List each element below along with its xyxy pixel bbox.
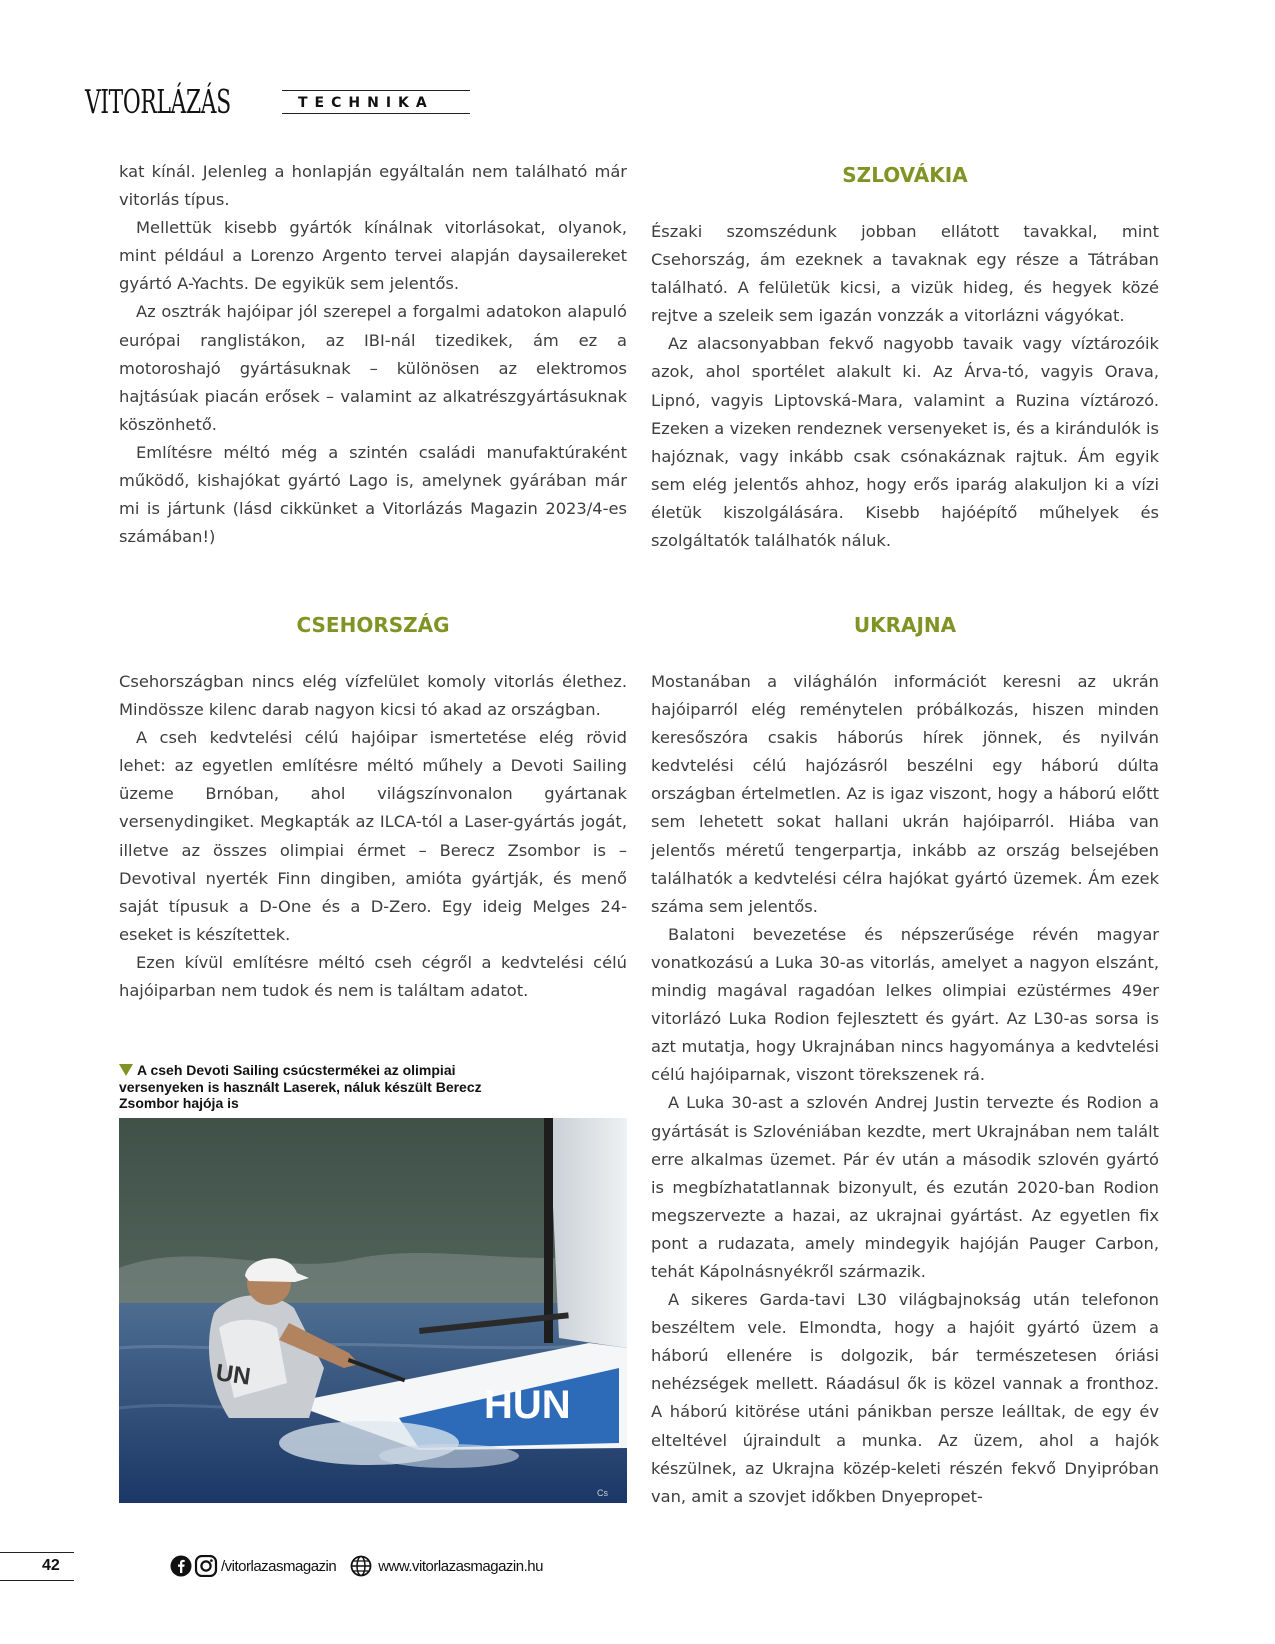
website-link[interactable]: www.vitorlazasmagazin.hu [378, 1557, 543, 1575]
paragraph: Az osztrák hajóipar jól szerepel a forgalmi adatokon alapuló európai ranglistákon, az IBI-nál tizedikek, ám ez a motoroshajó gyártásuknak – különösen az elektromos hajtásúak piacán erősek – valamint az alkatrészgyártásuknak köszönhető. [119, 302, 627, 434]
paragraph: Északi szomszédunk jobban ellátott tavakkal, mint Csehország, ám ezeknek a tavaknak egy része a Tátrában található. A felületük kicsi, a vizük hideg, és hegyek közé rejtve a szeleik sem igazán vonzzák a vitorlázni vágyókat. [651, 222, 1159, 326]
paragraph: A Luka 30-ast a szlovén Andrej Justin tervezte és Rodion a gyártását is Szlovéniában kezdte, mert Ukrajnában nem talált erre alkalmas üzemet. Pár év után a második szlovén gyártó is megbízhatatlannak bizonyult, és ezután 2020-ban Rodion megszervezte a hazai, az ukrajnai gyártást. Az egyetlen fix pont a rudazata, amely mindegyik hajóján Pauger Carbon, tehát Kápolnásnyékről származik. [651, 1093, 1159, 1281]
czech-text [119, 668, 627, 1005]
paragraph: Ezen kívül említésre méltó cseh cégről a kedvtelési célú hajóiparban nem tudok és nem is találtam adatot. [119, 952, 627, 1001]
globe-icon [350, 1555, 372, 1577]
section-label: TECHNIKA [282, 90, 470, 114]
footer-rule-top [0, 1552, 74, 1553]
photo-illustration [119, 1118, 627, 1503]
paragraph: kat kínál. Jelenleg a honlapján egyáltalán nem található már vitorlás típus. [119, 162, 627, 210]
instagram-icon[interactable] [194, 1555, 218, 1577]
paragraph: Balatoni bevezetése és népszerűsége révén magyar vonatkozású a Luka 30-as vitorlás, amelyet a nagyon elszánt, mindig magával ragadóan lelkes olimpiai ezüstérmes 49er vitorlázó Luka Rodion fejlesztett és gyárt. Az L30-as sorsa is azt mutatja, hogy Ukrajnában nincs hagyománya a kedvtelési célú hajóiparnak, viszont törekszenek rá. [651, 924, 1159, 1085]
section-heading-ukraine: UKRAJNA [853, 613, 957, 637]
paragraph: Említésre méltó még a szintén családi manufaktúraként működő, kishajókat gyártó Lago is, amelynek gyárában már mi is jártunk (lásd cikkünket a Vitorlázás Magazin 2023/4-es számában!) [119, 442, 627, 547]
slovakia-text [651, 218, 1159, 555]
facebook-icon[interactable] [170, 1555, 192, 1577]
section-heading-czech: CSEHORSZÁG [296, 613, 450, 637]
paragraph: Mellettük kisebb gyártók kínálnak vitorlásokat, olyanok, mint például a Lorenzo Argento tervei alapján daysailereket gyártó A-Yachts. De egyikük sem jelentős. [119, 218, 627, 294]
ukraine-text [651, 668, 1159, 1511]
section-czech [119, 611, 627, 639]
paragraph: Mostanában a világhálón információt keresni az ukrán hajóiparról elég reménytelen próbálkozás, hiszen minden keresőszóra csakis háborús hírek jönnek, és nyilván kedvtelési célú hajózásról beszélni egy háború dúlta országban értelmetlen. Az is igaz viszont, hogy a háború előtt sem lehetett sokat hallani ukrán hajóiparról. Hiába van jelentős méretű tengerpartja, inkább az ország belsejében találhatók a kedvtelési célra hajókat gyártó üzemek. Ám ezek száma sem jelentős. [651, 672, 1159, 916]
paragraph: Csehországban nincs elég vízfelület komoly vitorlás élethez. Mindössze kilenc darab nagyon kicsi tó akad az országban. [119, 672, 627, 720]
paragraph: A sikeres Garda-tavi L30 világbajnokság után telefonon beszéltem vele. Elmondta, hogy a hajóit gyártó üzem a háború ellenére is dolgozik, bár természetesen óriási nehézségek mellett. Ráadásul ők is közel vannak a fronthoz. A háború kitörése utáni pánikban persze leálltak, de egy év elteltével újraindult a munka. Az üzem, ahol a hajók készülnek, az Ukrajna közép-keleti részén fekvő Dnyiprόban van, amit a szovjet időkben Dnyepropet- [651, 1290, 1159, 1506]
photo-credit: Cs [597, 1488, 608, 1498]
photo-caption [119, 1062, 519, 1112]
footer-rule-bottom [0, 1580, 74, 1581]
left-column-top [119, 158, 627, 551]
paragraph: Az alacsonyabban fekvő nagyobb tavaik vagy víztározóik azok, ahol sportélet alakult ki. Az Árva-tó, vagyis Orava, Lipnó, vagyis Liptovská-Mara, valamint a Ruzina víztározó. Ezeken a vizeken rendeznek versenyeket is, és a kirándulók is hajóznak, vagy inkább csak csónakáznak rajtuk. Ám egyik sem elég jelentős ahhoz, hogy erős iparág alakuljon ki a vízi életük kiszolgálására. Kisebb hajóépítő műhelyek és szolgáltatók találhatók náluk. [651, 334, 1159, 551]
page-number: 42 [42, 1557, 60, 1574]
section-ukraine [651, 611, 1159, 639]
caption-text: A cseh Devoti Sailing csúcstermékei az olimpiai versenyeken is használt Laserek, náluk készült Berecz Zsombor hajója is [119, 1062, 482, 1111]
bib-lettering: UN [214, 1359, 253, 1391]
footer-links [170, 1554, 543, 1578]
hull-lettering: HUN [484, 1383, 571, 1427]
section-slovakia [651, 161, 1159, 189]
section-heading-slovakia: SZLOVÁKIA [842, 163, 968, 187]
social-handle[interactable]: /vitorlazasmagazin [221, 1557, 337, 1575]
magazine-logo: VITORLÁZÁS [85, 82, 231, 121]
paragraph: A cseh kedvtelési célú hajóipar ismertetése elég rövid lehet: az egyetlen említésre méltó műhely a Devoti Sailing üzeme Brnóban, ahol világszínvonalon gyártanak versenydingiket. Megkapták az ILCA-tól a Laser-gyártás jogát, illetve az összes olimpiai érmet – Berecz Zsombor is – Devotival nyerték Finn dingiben, amióta gyártják, és menő saját típusuk a D-One és a D-Zero. Egy ideig Melges 24-eseket is készítettek. [119, 728, 627, 944]
caption-triangle-icon [119, 1064, 133, 1076]
sailing-dinghy-photo [119, 1118, 627, 1503]
